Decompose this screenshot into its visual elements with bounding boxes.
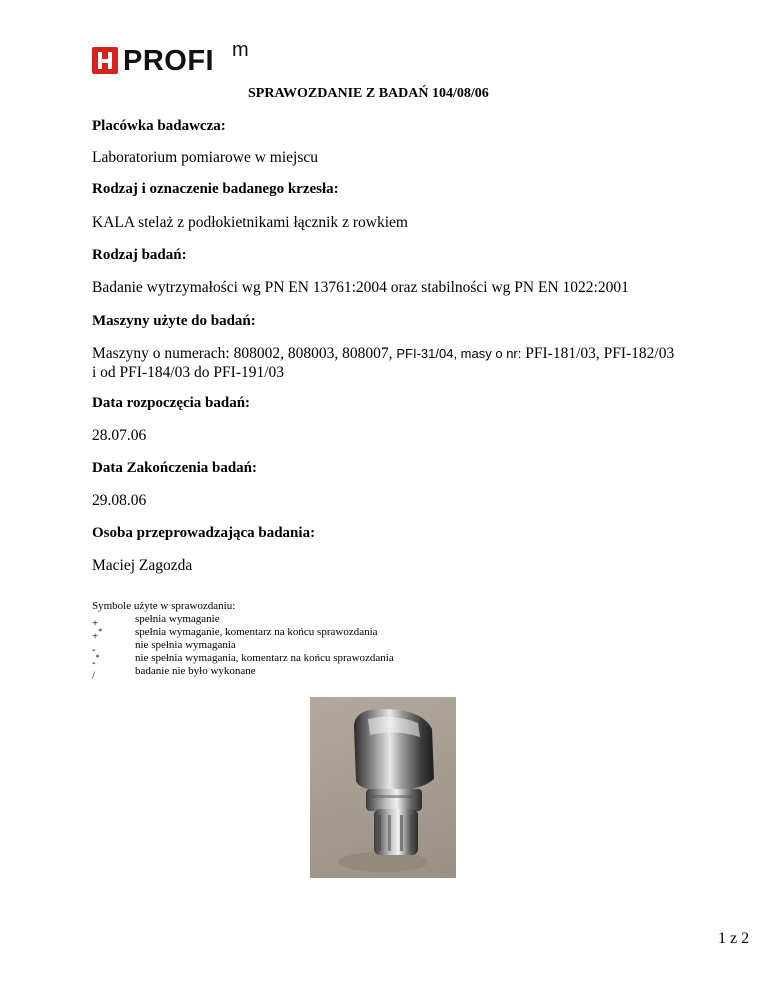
machines-value-part1: Maszyny o numerach: 808002, 808003, 808007, — [92, 345, 397, 362]
person-label: Osoba przeprowadzająca badania: — [92, 525, 316, 541]
test-type-label: Rodzaj badań: — [92, 247, 187, 263]
symbol-row — [92, 626, 378, 643]
facility-value: Laboratorium pomiarowe w miejscu — [92, 149, 318, 166]
symbol-mark: -* — [92, 653, 100, 669]
start-date-value: 28.07.06 — [92, 427, 147, 444]
symbols-legend — [92, 600, 394, 682]
person-value: Maciej Zagozda — [92, 557, 193, 574]
symbol-description: nie spełnia wymagania — [135, 639, 236, 651]
symbol-description: nie spełnia wymagania, komentarz na końcu sprawozdania — [135, 652, 394, 664]
profim-logo — [92, 39, 252, 80]
symbol-description: spełnia wymaganie, komentarz na końcu sprawozdania — [135, 626, 378, 638]
machines-value-line2: i od PFI-184/03 do PFI-191/03 — [92, 364, 285, 381]
page-number: 1 z 2 — [718, 930, 750, 947]
report-title: SPRAWOZDANIE Z BADAŃ 104/08/06 — [248, 86, 489, 101]
connector-photo — [310, 697, 456, 878]
start-date-label: Data rozpoczęcia badań: — [92, 395, 251, 411]
chair-label: Rodzaj i oznaczenie badanego krzesła: — [92, 181, 339, 197]
machines-value-part2: PFI-31/04, masy o nr: — [396, 346, 522, 361]
logo-text: PROFI — [123, 45, 215, 77]
symbol-description: badanie nie było wykonane — [135, 665, 256, 677]
logo-superscript: m — [232, 39, 249, 61]
machines-label: Maszyny użyte do badań: — [92, 313, 256, 329]
end-date-value: 29.08.06 — [92, 492, 147, 509]
profim-logo-mark — [92, 47, 118, 74]
end-date-label: Data Zakończenia badań: — [92, 460, 258, 476]
symbol-row — [92, 639, 236, 656]
facility-label: Placówka badawcza: — [92, 118, 226, 134]
machines-value — [92, 344, 674, 382]
test-type-value: Badanie wytrzymałości wg PN EN 13761:2004 oraz stabilności wg PN EN 1022:2001 — [92, 279, 629, 296]
symbol-mark: + — [92, 617, 99, 630]
symbol-mark: / — [92, 669, 96, 682]
symbol-mark: +* — [92, 627, 103, 643]
symbol-row — [92, 665, 256, 682]
machines-value-part3: PFI-181/03, PFI-182/03 — [521, 345, 675, 362]
symbol-row — [92, 613, 235, 630]
symbol-mark: - — [92, 643, 96, 656]
connector-illustration — [310, 697, 456, 878]
chair-value: KALA stelaż z podłokietnikami łącznik z rowkiem — [92, 214, 408, 231]
symbol-description: spełnia wymaganie — [135, 613, 220, 625]
symbol-row — [92, 652, 394, 669]
symbols-heading: Symbole użyte w sprawozdaniu: — [92, 600, 236, 612]
